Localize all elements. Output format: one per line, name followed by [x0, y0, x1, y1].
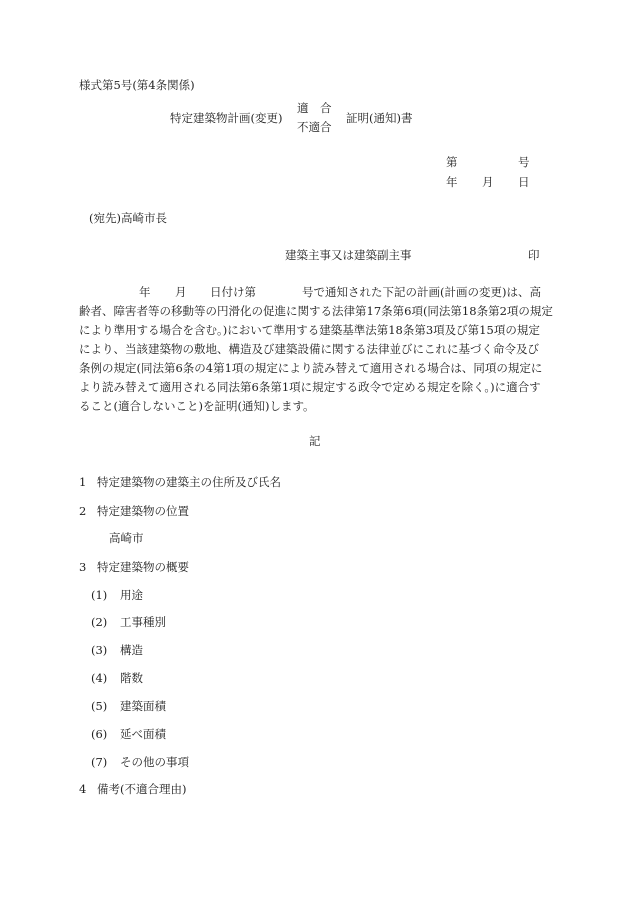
ki-heading: 記 — [309, 434, 321, 448]
section-2-label: 特定建築物の位置 — [97, 504, 189, 518]
item-1-label: 用途 — [120, 588, 143, 602]
item-4-number: (4) — [91, 671, 108, 685]
section-1-label: 特定建築物の建築主の住所及び氏名 — [97, 475, 281, 489]
title-suffix: 証明(通知)書 — [346, 111, 413, 125]
date-year: 年 — [446, 175, 458, 189]
item-2-number: (2) — [91, 615, 108, 629]
item-7-label: その他の事項 — [120, 755, 189, 769]
body-line-1: 号で通知された下記の計画(計画の変更)は、高 — [302, 285, 541, 299]
body-line-3: により準用する場合を含む。)において準用する建築基準法第18条第3項及び第15項の規定 — [79, 323, 540, 337]
body-month: 月 — [175, 285, 187, 299]
addressee: (宛先)高崎市長 — [89, 211, 167, 225]
doc-number-go: 号 — [518, 155, 530, 169]
item-6-number: (6) — [91, 727, 108, 741]
section-3-number: 3 — [79, 560, 87, 574]
item-5-label: 建築面積 — [120, 699, 166, 713]
body-line-7: ること(適合しないこと)を証明(通知)します。 — [79, 399, 315, 413]
body-line-2: 齢者、障害者等の移動等の円滑化の促進に関する法律第17条第6項(同法第18条第2項の規定 — [79, 304, 553, 318]
seal-mark: 印 — [528, 248, 540, 262]
body-year: 年 — [139, 285, 151, 299]
item-4-label: 階数 — [120, 671, 143, 685]
section-3-label: 特定建築物の概要 — [97, 560, 189, 574]
section-2-number: 2 — [79, 504, 87, 518]
item-7-number: (7) — [91, 755, 108, 769]
body-line-5: 条例の規定(同法第6条の4第1項の規定により読み替えて適用される場合は、同項の規定に — [79, 361, 543, 375]
title-option-conform: 適 合 — [297, 101, 332, 115]
body-date-number: 日付け第 — [210, 285, 256, 299]
date-month: 月 — [482, 175, 494, 189]
item-6-label: 延べ面積 — [120, 727, 166, 741]
item-5-number: (5) — [91, 699, 108, 713]
section-1-number: 1 — [79, 475, 87, 489]
section-4-number: 4 — [79, 782, 87, 796]
date-day: 日 — [518, 175, 530, 189]
item-2-label: 工事種別 — [120, 615, 166, 629]
title-option-nonconform: 不適合 — [297, 120, 332, 134]
title-prefix: 特定建築物計画(変更) — [170, 111, 283, 125]
body-line-6: より読み替えて適用される同法第6条第1項に規定する政令で定める規定を除く。)に適合す — [79, 380, 541, 394]
section-2-value: 高崎市 — [109, 531, 144, 545]
item-1-number: (1) — [91, 588, 108, 602]
item-3-label: 構造 — [120, 643, 143, 657]
form-number: 様式第5号(第4条関係) — [79, 78, 195, 92]
applicant-label: 建築主事又は建築副主事 — [285, 248, 412, 262]
item-3-number: (3) — [91, 643, 108, 657]
section-4-label: 備考(不適合理由) — [97, 782, 187, 796]
body-line-4: により、当該建築物の敷地、構造及び建築設備に関する法律並びにこれに基づく命令及び — [79, 342, 539, 356]
doc-number-dai: 第 — [446, 155, 458, 169]
